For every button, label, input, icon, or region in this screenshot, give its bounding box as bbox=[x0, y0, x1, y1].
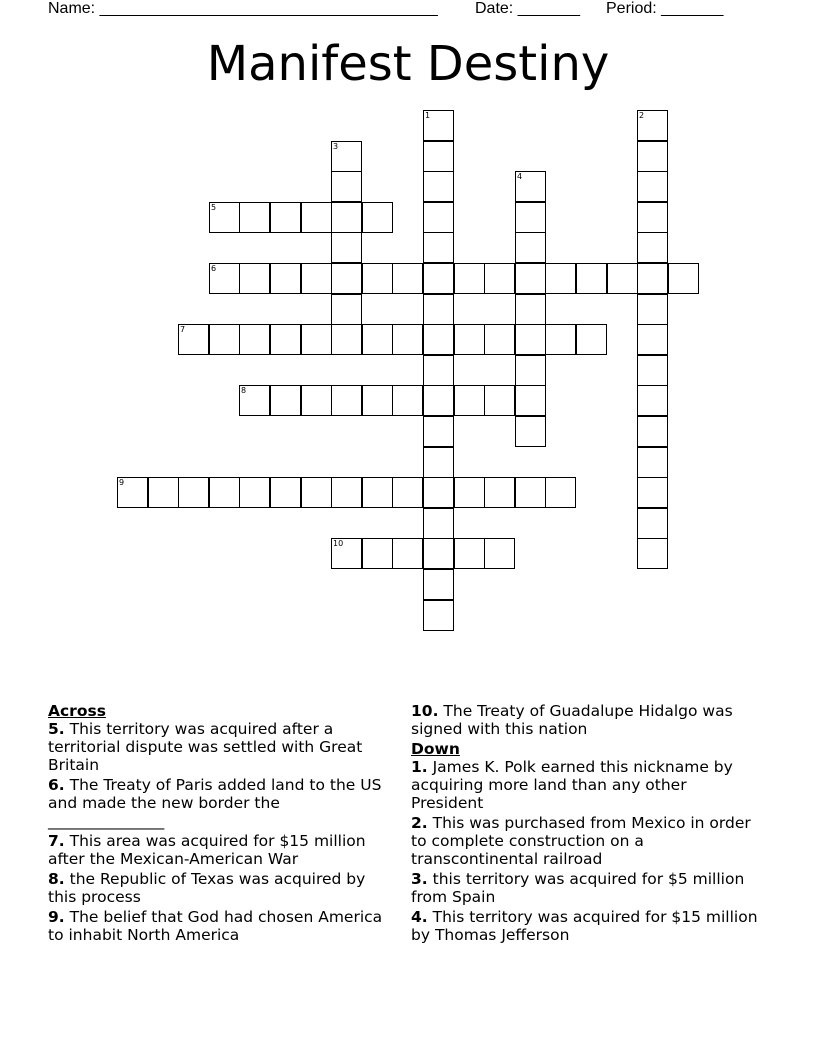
clue-across-10 bbox=[411, 702, 761, 738]
grid-cell[interactable] bbox=[148, 477, 179, 508]
grid-cell[interactable] bbox=[270, 385, 301, 416]
grid-cell[interactable] bbox=[454, 263, 485, 294]
clue-number: 3. bbox=[411, 870, 428, 888]
clue-text: the Republic of Texas was acquired by this process bbox=[48, 870, 366, 906]
clue-text: The belief that God had chosen America to inhabit North America bbox=[48, 908, 383, 944]
grid-cell[interactable] bbox=[331, 538, 362, 569]
clue-across-5 bbox=[48, 720, 398, 774]
clue-text: This was purchased from Mexico in order to complete construction on a transcontinental railroad bbox=[411, 814, 751, 868]
grid-cell[interactable] bbox=[301, 202, 332, 233]
grid-cell[interactable] bbox=[331, 141, 362, 172]
grid-cell[interactable] bbox=[515, 202, 546, 233]
clue-down-2 bbox=[411, 814, 761, 868]
clue-down-1 bbox=[411, 758, 761, 812]
grid-cell[interactable] bbox=[270, 477, 301, 508]
cell-number: 4 bbox=[517, 172, 523, 181]
clue-across-8 bbox=[48, 870, 398, 906]
grid-cell[interactable] bbox=[454, 538, 485, 569]
clues-left-column bbox=[48, 702, 398, 946]
grid-cell[interactable] bbox=[423, 447, 454, 478]
grid-cell[interactable] bbox=[423, 477, 454, 508]
clue-text: this territory was acquired for $5 million from Spain bbox=[411, 870, 745, 906]
grid-cell[interactable] bbox=[362, 324, 393, 355]
grid-cell[interactable] bbox=[484, 385, 515, 416]
grid-cell[interactable] bbox=[331, 202, 362, 233]
grid-cell[interactable] bbox=[423, 141, 454, 172]
grid-cell[interactable] bbox=[637, 447, 668, 478]
grid-cell[interactable] bbox=[515, 294, 546, 325]
grid-cell[interactable] bbox=[484, 477, 515, 508]
grid-cell[interactable] bbox=[423, 538, 454, 569]
clue-across-7 bbox=[48, 832, 398, 868]
grid-cell[interactable] bbox=[576, 324, 607, 355]
clue-number: 8. bbox=[48, 870, 65, 888]
grid-cell[interactable] bbox=[515, 477, 546, 508]
grid-cell[interactable] bbox=[637, 538, 668, 569]
grid-cell[interactable] bbox=[331, 294, 362, 325]
grid-cell[interactable] bbox=[484, 263, 515, 294]
grid-cell[interactable] bbox=[270, 263, 301, 294]
grid-cell[interactable] bbox=[331, 263, 362, 294]
grid-cell[interactable] bbox=[331, 324, 362, 355]
grid-cell[interactable] bbox=[637, 385, 668, 416]
grid-cell[interactable] bbox=[392, 263, 423, 294]
grid-cell[interactable] bbox=[515, 355, 546, 386]
cell-number: 7 bbox=[180, 325, 186, 334]
grid-cell[interactable] bbox=[545, 263, 576, 294]
cell-number: 2 bbox=[639, 111, 645, 120]
grid-cell[interactable] bbox=[423, 324, 454, 355]
clue-text: This territory was acquired for $15 million by Thomas Jefferson bbox=[411, 908, 758, 944]
cell-number: 3 bbox=[333, 142, 339, 151]
clue-down-3 bbox=[411, 870, 761, 906]
clue-text: James K. Polk earned this nickname by acquiring more land than any other President bbox=[411, 758, 733, 812]
date-field-label[interactable]: Date: _______ bbox=[475, 0, 580, 17]
grid-cell[interactable] bbox=[515, 385, 546, 416]
clue-across-9 bbox=[48, 908, 398, 944]
cell-number: 5 bbox=[211, 203, 217, 212]
grid-cell[interactable] bbox=[270, 202, 301, 233]
grid-cell[interactable] bbox=[423, 294, 454, 325]
grid-cell[interactable] bbox=[515, 171, 546, 202]
grid-cell[interactable] bbox=[178, 324, 209, 355]
clue-down-4 bbox=[411, 908, 761, 944]
grid-cell[interactable] bbox=[362, 538, 393, 569]
grid-cell[interactable] bbox=[515, 232, 546, 263]
clue-number: 2. bbox=[411, 814, 428, 832]
grid-cell[interactable] bbox=[331, 385, 362, 416]
grid-cell[interactable] bbox=[423, 110, 454, 141]
clue-number: 9. bbox=[48, 908, 65, 926]
grid-cell[interactable] bbox=[362, 477, 393, 508]
grid-cell[interactable] bbox=[637, 171, 668, 202]
clue-text: The Treaty of Guadalupe Hidalgo was signed with this nation bbox=[411, 702, 733, 738]
grid-cell[interactable] bbox=[209, 202, 240, 233]
clue-number: 4. bbox=[411, 908, 428, 926]
grid-cell[interactable] bbox=[301, 324, 332, 355]
clue-text: The Treaty of Paris added land to the US and made the new border the _______________ bbox=[48, 776, 382, 830]
grid-cell[interactable] bbox=[178, 477, 209, 508]
grid-cell[interactable] bbox=[301, 385, 332, 416]
grid-cell[interactable] bbox=[362, 202, 393, 233]
grid-cell[interactable] bbox=[423, 202, 454, 233]
grid-cell[interactable] bbox=[545, 477, 576, 508]
grid-cell[interactable] bbox=[362, 263, 393, 294]
grid-cell[interactable] bbox=[392, 477, 423, 508]
grid-cell[interactable] bbox=[423, 263, 454, 294]
cell-number: 8 bbox=[241, 386, 247, 395]
grid-cell[interactable] bbox=[239, 477, 270, 508]
cell-number: 1 bbox=[425, 111, 431, 120]
grid-cell[interactable] bbox=[637, 263, 668, 294]
grid-cell[interactable] bbox=[362, 385, 393, 416]
grid-cell[interactable] bbox=[209, 263, 240, 294]
grid-cell[interactable] bbox=[301, 477, 332, 508]
clue-number: 5. bbox=[48, 720, 65, 738]
grid-cell[interactable] bbox=[239, 263, 270, 294]
clue-text: This territory was acquired after a territorial dispute was settled with Great Britain bbox=[48, 720, 363, 774]
grid-cell[interactable] bbox=[545, 324, 576, 355]
page-title: Manifest Destiny bbox=[206, 36, 610, 92]
grid-cell[interactable] bbox=[239, 202, 270, 233]
clue-number: 1. bbox=[411, 758, 428, 776]
grid-cell[interactable] bbox=[423, 355, 454, 386]
grid-cell[interactable] bbox=[301, 263, 332, 294]
across-heading: Across bbox=[48, 702, 106, 720]
grid-cell[interactable] bbox=[637, 294, 668, 325]
clue-number: 7. bbox=[48, 832, 65, 850]
grid-cell[interactable] bbox=[270, 324, 301, 355]
grid-cell[interactable] bbox=[423, 600, 454, 631]
grid-cell[interactable] bbox=[637, 202, 668, 233]
grid-cell[interactable] bbox=[423, 171, 454, 202]
grid-cell[interactable] bbox=[331, 171, 362, 202]
grid-cell[interactable] bbox=[637, 477, 668, 508]
grid-cell[interactable] bbox=[454, 324, 485, 355]
period-field-label[interactable]: Period: _______ bbox=[606, 0, 724, 17]
grid-cell[interactable] bbox=[637, 324, 668, 355]
grid-cell[interactable] bbox=[515, 263, 546, 294]
grid-cell[interactable] bbox=[637, 416, 668, 447]
grid-cell[interactable] bbox=[331, 232, 362, 263]
grid-cell[interactable] bbox=[607, 263, 638, 294]
grid-cell[interactable] bbox=[515, 324, 546, 355]
grid-cell[interactable] bbox=[239, 324, 270, 355]
down-heading: Down bbox=[411, 740, 460, 758]
grid-cell[interactable] bbox=[637, 355, 668, 386]
grid-cell[interactable] bbox=[637, 141, 668, 172]
grid-cell[interactable] bbox=[209, 477, 240, 508]
grid-cell[interactable] bbox=[331, 477, 362, 508]
clue-number: 6. bbox=[48, 776, 65, 794]
clue-text: This area was acquired for $15 million after the Mexican-American War bbox=[48, 832, 366, 868]
grid-cell[interactable] bbox=[637, 508, 668, 539]
grid-cell[interactable] bbox=[209, 324, 240, 355]
grid-cell[interactable] bbox=[515, 416, 546, 447]
cell-number: 10 bbox=[333, 539, 344, 548]
grid-cell[interactable] bbox=[423, 232, 454, 263]
grid-cell[interactable] bbox=[454, 385, 485, 416]
clues-right-column bbox=[411, 702, 761, 946]
grid-cell[interactable] bbox=[576, 263, 607, 294]
grid-cell[interactable] bbox=[668, 263, 699, 294]
clue-number: 10. bbox=[411, 702, 439, 720]
grid-cell[interactable] bbox=[423, 385, 454, 416]
grid-cell[interactable] bbox=[484, 538, 515, 569]
grid-cell[interactable] bbox=[423, 508, 454, 539]
grid-cell[interactable] bbox=[423, 569, 454, 600]
grid-cell[interactable] bbox=[637, 232, 668, 263]
grid-cell[interactable] bbox=[239, 385, 270, 416]
cell-number: 9 bbox=[119, 478, 125, 487]
grid-cell[interactable] bbox=[423, 416, 454, 447]
cell-number: 6 bbox=[211, 264, 217, 273]
name-field-label[interactable]: Name: ______________________________________ bbox=[48, 0, 438, 17]
grid-cell[interactable] bbox=[392, 538, 423, 569]
grid-cell[interactable] bbox=[637, 110, 668, 141]
clue-across-6 bbox=[48, 776, 398, 830]
grid-cell[interactable] bbox=[454, 477, 485, 508]
grid-cell[interactable] bbox=[392, 385, 423, 416]
grid-cell[interactable] bbox=[484, 324, 515, 355]
grid-cell[interactable] bbox=[117, 477, 148, 508]
grid-cell[interactable] bbox=[392, 324, 423, 355]
